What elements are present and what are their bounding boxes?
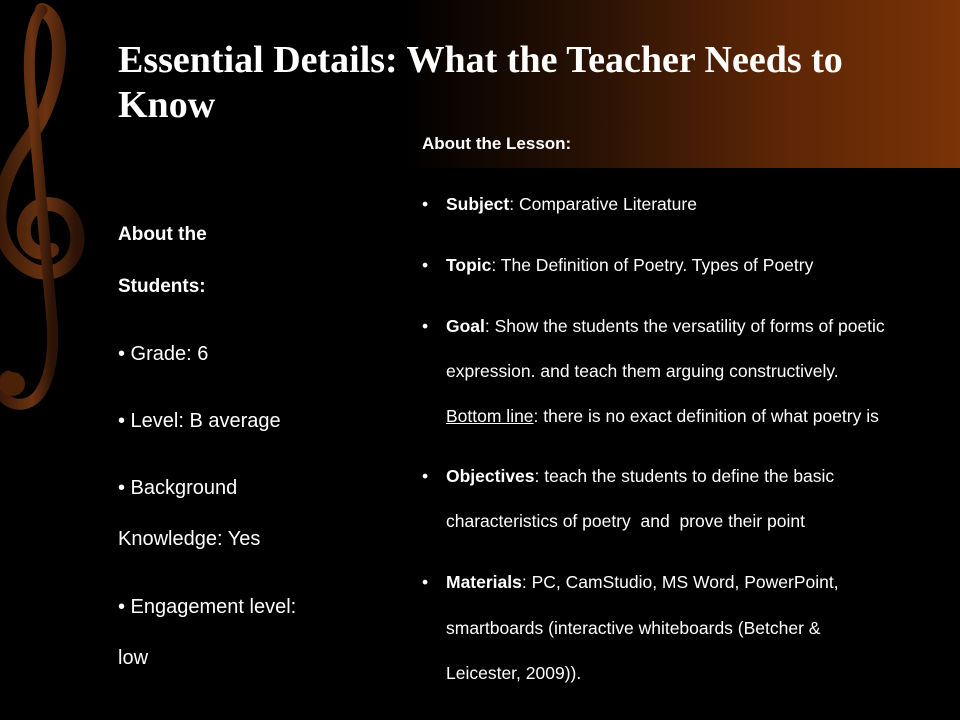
subject-label: Subject bbox=[446, 194, 510, 214]
goal-text-cont: expression. and teach them arguing constructively. bbox=[446, 361, 839, 381]
engagement-item-cont: low bbox=[118, 647, 149, 669]
bottom-line-text: : there is no exact definition of what poetry is bbox=[533, 406, 879, 426]
goal-text: : Show the students the versatility of forms of poetic bbox=[484, 316, 885, 336]
bullet: • bbox=[422, 572, 429, 592]
lesson-heading: About the Lesson: bbox=[422, 134, 572, 153]
background-item-cont: Knowledge: Yes bbox=[118, 528, 261, 550]
materials-text-cont2: Leicester, 2009)). bbox=[446, 663, 582, 683]
bullet: • bbox=[422, 316, 429, 336]
students-heading-cont: Students: bbox=[118, 276, 206, 297]
bullet: • bbox=[422, 466, 429, 486]
objectives-label: Objectives bbox=[446, 466, 535, 486]
bottom-line bbox=[446, 406, 879, 427]
level-item: • Level: B average bbox=[118, 410, 281, 432]
treble-clef-icon bbox=[0, 0, 90, 440]
page-title: Essential Details: What the Teacher Needs to Know bbox=[118, 39, 843, 126]
background-item: • Background bbox=[118, 477, 238, 499]
subject-text: : Comparative Literature bbox=[509, 194, 697, 214]
students-heading: About the bbox=[118, 224, 207, 245]
bottom-line-label: Bottom line bbox=[446, 406, 534, 426]
materials-text: : PC, CamStudio, MS Word, PowerPoint, bbox=[521, 572, 839, 592]
topic-label: Topic bbox=[446, 255, 492, 275]
objectives-text-cont: characteristics of poetry and prove their point bbox=[446, 511, 805, 531]
materials-text-cont: smartboards (interactive whiteboards (Betcher & bbox=[446, 618, 821, 638]
materials-label: Materials bbox=[446, 572, 522, 592]
bullet: • bbox=[422, 194, 429, 214]
topic-text: : The Definition of Poetry. Types of Poetry bbox=[491, 255, 814, 275]
engagement-item: • Engagement level: bbox=[118, 596, 297, 618]
objectives-text: : teach the students to define the basic bbox=[534, 466, 835, 486]
goal-label: Goal bbox=[446, 316, 485, 336]
bullet: • bbox=[422, 255, 429, 275]
grade-item: • Grade: 6 bbox=[118, 343, 209, 365]
